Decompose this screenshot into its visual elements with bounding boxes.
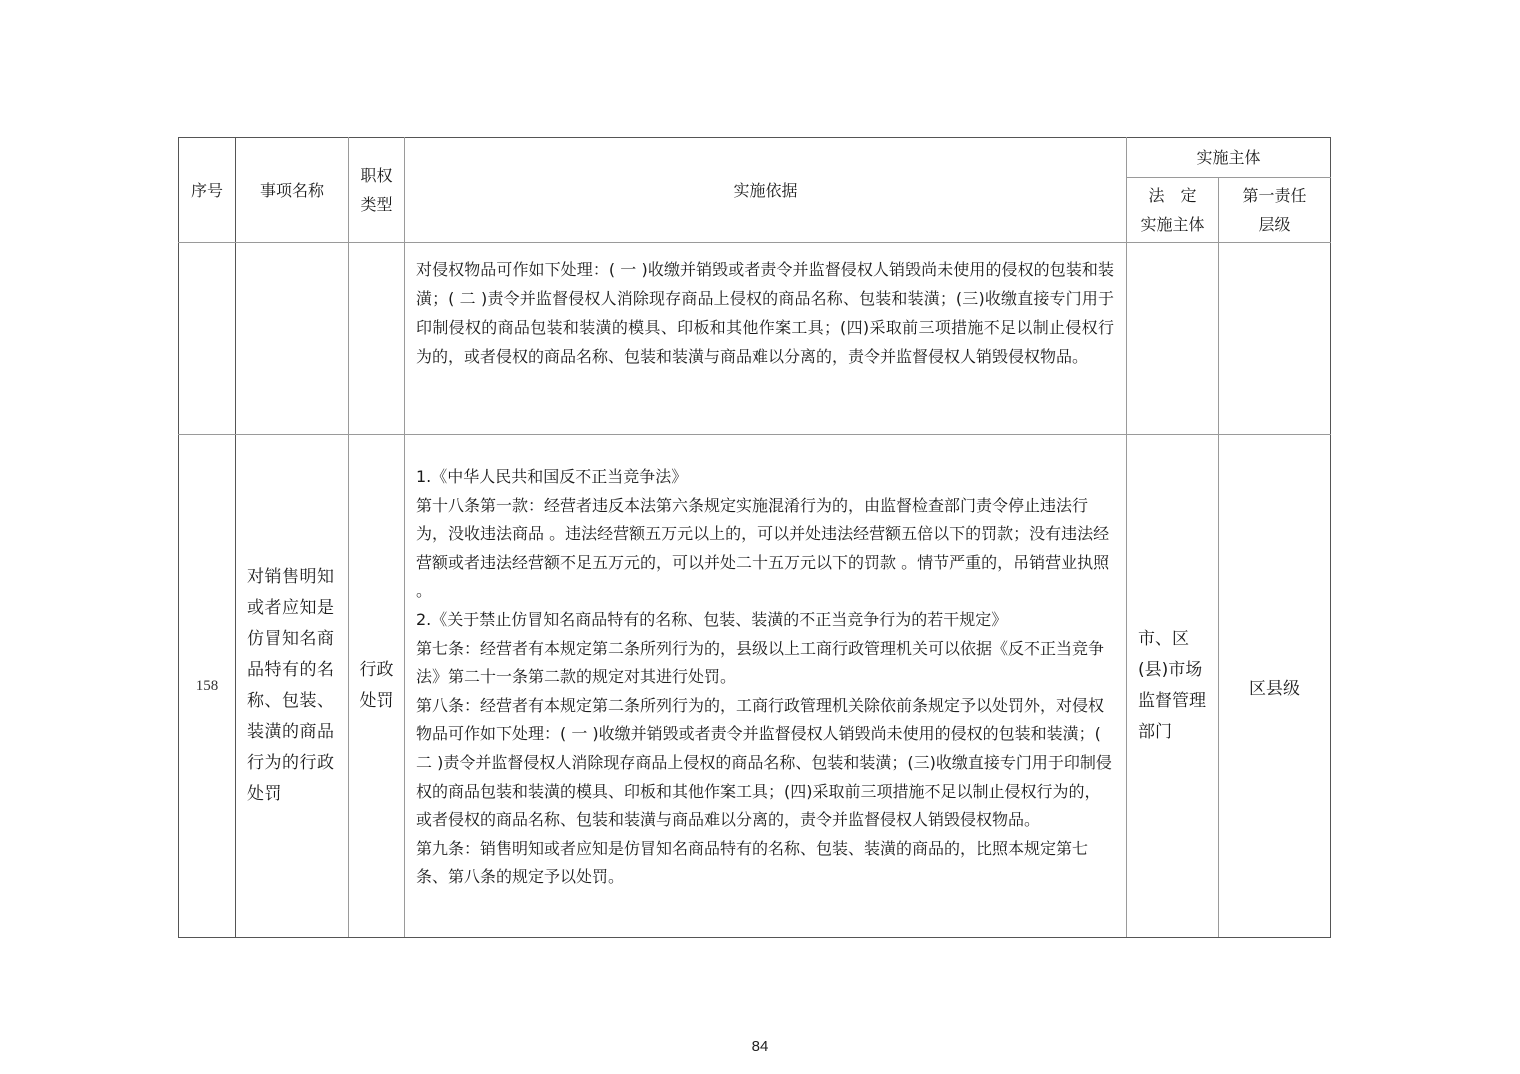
table-row [179,243,1331,435]
header-legal-subject: 法 定 实施主体 [1127,178,1219,243]
row-basis [405,243,1127,435]
row-basis [405,435,1127,938]
row-item-name [236,243,349,435]
row-legal-subject: 市、区(县)市场监督管理部门 [1127,435,1219,938]
basis-article: 第八条：经营者有本规定第二条所列行为的，工商行政管理机关除依前条规定予以处罚外，对侵权物品可作如下处理：( 一 )收缴并销毁或者责令并监督侵权人销毁尚未使用的侵权的包装和装潢；( 二 )责令并监督侵权人消除现存商品上侵权的商品名称、包装和装潢；(三)收缴直接专门用于印制侵权的商品包装和装潢的模具、印板和其他作案工具；(四)采取前三项措施不足以制止侵权行为的，或者侵权的商品名称、包装和装潢与商品难以分离的，责令并监督侵权人销毁侵权物品。 [416,695,1112,830]
row-power-type: 行政 处罚 [349,435,405,938]
header-item-name: 事项名称 [236,138,349,243]
table-row [179,435,1331,938]
basis-article: 第十八条第一款：经营者违反本法第六条规定实施混淆行为的，由监督检查部门责令停止违法行为，没收违法商品 。违法经营额五万元以上的，可以并处违法经营额五倍以下的罚款；没有违法经营额或者违法经营额不足五万元的，可以并处二十五万元以下的罚款 。情节严重的，吊销营业执照 。 [416,495,1110,601]
row-legal-subject [1127,243,1219,435]
header-subject-group: 实施主体 [1127,138,1331,178]
row-first-level: 区县级 [1219,435,1331,938]
basis-article: 第七条：经营者有本规定第二条所列行为的，县级以上工商行政管理机关可以依据《反不正当竞争法》第二十一条第二款的规定对其进行处罚。 [416,638,1105,687]
header-serial: 序号 [179,138,236,243]
power-list-table [178,137,1331,938]
header-power-type: 职权 类型 [349,138,405,243]
row-first-level [1219,243,1331,435]
basis-article: 第九条：销售明知或者应知是仿冒知名商品特有的名称、包装、装潢的商品的，比照本规定第七条、第八条的规定予以处罚。 [416,838,1089,887]
page-number: 84 [751,1038,769,1055]
row-power-type [349,243,405,435]
basis-paragraph: 对侵权物品可作如下处理：( 一 )收缴并销毁或者责令并监督侵权人销毁尚未使用的侵权的包装和装潢；( 二 )责令并监督侵权人消除现存商品上侵权的商品名称、包装和装潢；(三)收缴直接专门用于印制侵权的商品包装和装潢的模具、印板和其他作案工具；(四)采取前三项措施不足以制止侵权行为的，或者侵权的商品名称、包装和装潢与商品难以分离的，责令并监督侵权人销毁侵权物品。 [416,260,1114,366]
header-first-level: 第一责任 层级 [1219,178,1331,243]
header-basis: 实施依据 [405,138,1127,243]
row-serial: 158 [179,435,236,938]
basis-law-title: 1.《中华人民共和国反不正当竞争法》 [416,467,688,486]
row-serial [179,243,236,435]
row-item-name: 对销售明知或者应知是仿冒知名商品特有的名称、包装、装潢的商品行为的行政处罚 [236,435,349,938]
basis-law-title: 2.《关于禁止仿冒知名商品特有的名称、包装、装潢的不正当竞争行为的若干规定》 [416,609,1008,629]
